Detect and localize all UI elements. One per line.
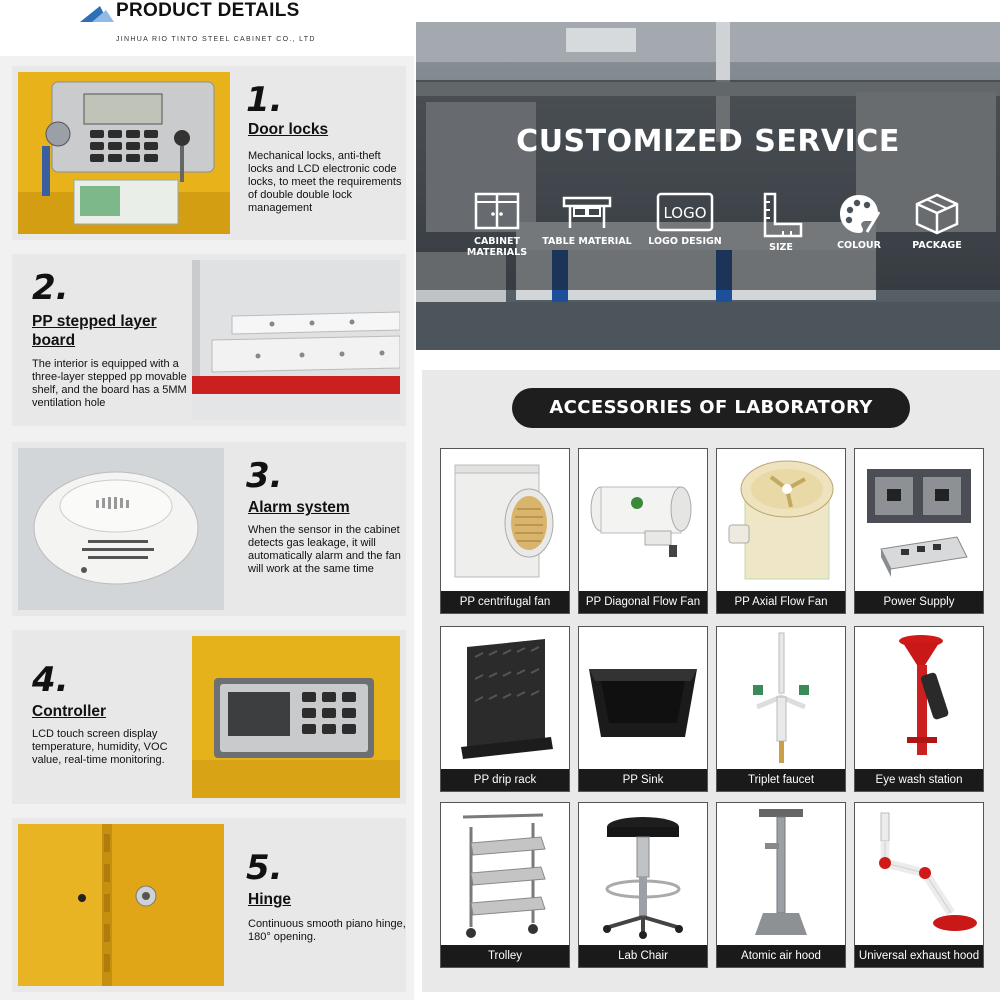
product-details-header xyxy=(0,0,414,56)
accessory-power-supply xyxy=(854,448,984,614)
service-item-cabinet-materials xyxy=(452,192,542,258)
customized-service-title: CUSTOMIZED SERVICE xyxy=(516,124,900,159)
accessory-atomic-air-hood xyxy=(716,802,846,968)
service-label: COLOUR xyxy=(837,240,881,251)
accessory-caption: PP Sink xyxy=(579,769,707,791)
service-item-logo-design xyxy=(640,192,730,247)
door-lock-photo xyxy=(18,72,230,234)
accessory-caption: Universal exhaust hood xyxy=(855,945,983,967)
accessory-pp-centrifugal-fan xyxy=(440,448,570,614)
pp-sink-image xyxy=(579,627,707,769)
layer-board-photo xyxy=(192,260,400,420)
ruler-icon xyxy=(759,192,803,238)
gas-alarm-photo xyxy=(18,448,224,610)
feature-number: 5. xyxy=(246,848,283,888)
product-details-column xyxy=(0,0,414,1000)
diagonal-flow-fan-image xyxy=(579,449,707,591)
feature-card-layer-board xyxy=(12,254,406,426)
accessory-caption: Eye wash station xyxy=(855,769,983,791)
cabinet-icon xyxy=(474,192,520,232)
feature-number: 2. xyxy=(32,268,69,308)
service-label: CABINET MATERIALS xyxy=(466,236,528,258)
accessories-title: ACCESSORIES OF LABORATORY xyxy=(512,388,910,428)
customized-service-banner xyxy=(416,22,1000,350)
axial-flow-fan-image xyxy=(717,449,845,591)
service-item-package xyxy=(892,192,982,251)
accessory-pp-axial-flow-fan xyxy=(716,448,846,614)
feature-card-door-locks xyxy=(12,66,406,240)
page-title: PRODUCT DETAILS xyxy=(116,0,300,21)
accessory-pp-drip-rack xyxy=(440,626,570,792)
feature-title: PP stepped layer board xyxy=(32,313,157,349)
service-label: SIZE xyxy=(769,242,793,253)
centrifugal-fan-image xyxy=(441,449,569,591)
accessory-lab-chair xyxy=(578,802,708,968)
atomic-air-hood-image xyxy=(717,803,845,945)
service-label: PACKAGE xyxy=(912,240,962,251)
feature-number: 3. xyxy=(246,456,283,496)
palette-icon xyxy=(837,192,881,236)
feature-description: The interior is equipped with a three-layer stepped pp movable shelf, and the board has a 5MM ventilation hole xyxy=(32,358,187,409)
service-item-size xyxy=(736,192,826,253)
feature-description: Continuous smooth piano hinge, 180° opening. xyxy=(248,918,406,943)
accessory-pp-sink xyxy=(578,626,708,792)
power-supply-image xyxy=(855,449,983,591)
feature-title: Door locks xyxy=(248,121,329,138)
svg-text:LOGO: LOGO xyxy=(663,204,707,222)
accessory-caption: Lab Chair xyxy=(579,945,707,967)
lab-chair-image xyxy=(579,803,707,945)
feature-title: Controller xyxy=(32,703,107,720)
feature-card-alarm xyxy=(12,442,406,616)
mountain-logo-icon xyxy=(80,2,114,22)
feature-number: 1. xyxy=(246,80,283,120)
accessory-caption: PP centrifugal fan xyxy=(441,591,569,613)
accessory-caption: Triplet faucet xyxy=(717,769,845,791)
accessory-pp-diagonal-flow-fan xyxy=(578,448,708,614)
feature-number: 4. xyxy=(32,660,69,700)
drip-rack-image xyxy=(441,627,569,769)
service-item-table-material xyxy=(542,192,632,247)
feature-description: LCD touch screen display temperature, humidity, VOC value, real-time monitoring. xyxy=(32,728,168,766)
feature-description: When the sensor in the cabinet detects gas leakage, it will automatically alarm and the fan will work at the same time xyxy=(248,524,401,575)
accessory-eye-wash-station xyxy=(854,626,984,792)
company-name: JINHUA RIO TINTO STEEL CABINET CO., LTD xyxy=(116,36,316,43)
eye-wash-station-image xyxy=(855,627,983,769)
feature-title: Hinge xyxy=(248,891,292,908)
feature-card-controller xyxy=(12,630,406,804)
trolley-image xyxy=(441,803,569,945)
lab-background-photo xyxy=(416,22,1000,350)
accessory-caption: Trolley xyxy=(441,945,569,967)
triplet-faucet-image xyxy=(717,627,845,769)
accessory-caption: PP drip rack xyxy=(441,769,569,791)
table-icon xyxy=(562,192,612,232)
service-label: TABLE MATERIAL xyxy=(542,236,632,247)
accessory-universal-exhaust-hood xyxy=(854,802,984,968)
accessory-trolley xyxy=(440,802,570,968)
feature-card-hinge xyxy=(12,818,406,992)
service-label: LOGO DESIGN xyxy=(648,236,722,247)
universal-exhaust-hood-image xyxy=(855,803,983,945)
accessory-caption: PP Diagonal Flow Fan xyxy=(579,591,707,613)
package-icon xyxy=(914,192,960,236)
service-item-colour xyxy=(814,192,904,251)
accessory-caption: Atomic air hood xyxy=(717,945,845,967)
hinge-photo xyxy=(18,824,224,986)
feature-title: Alarm system xyxy=(248,499,350,516)
feature-description: Mechanical locks, anti-theft locks and LCD electronic code locks, to meet the requirements of double double lock management xyxy=(248,150,402,214)
logo-design-icon xyxy=(656,192,714,232)
accessory-caption: Power Supply xyxy=(855,591,983,613)
accessory-caption: PP Axial Flow Fan xyxy=(717,591,845,613)
controller-photo xyxy=(192,636,400,798)
accessory-triplet-faucet xyxy=(716,626,846,792)
